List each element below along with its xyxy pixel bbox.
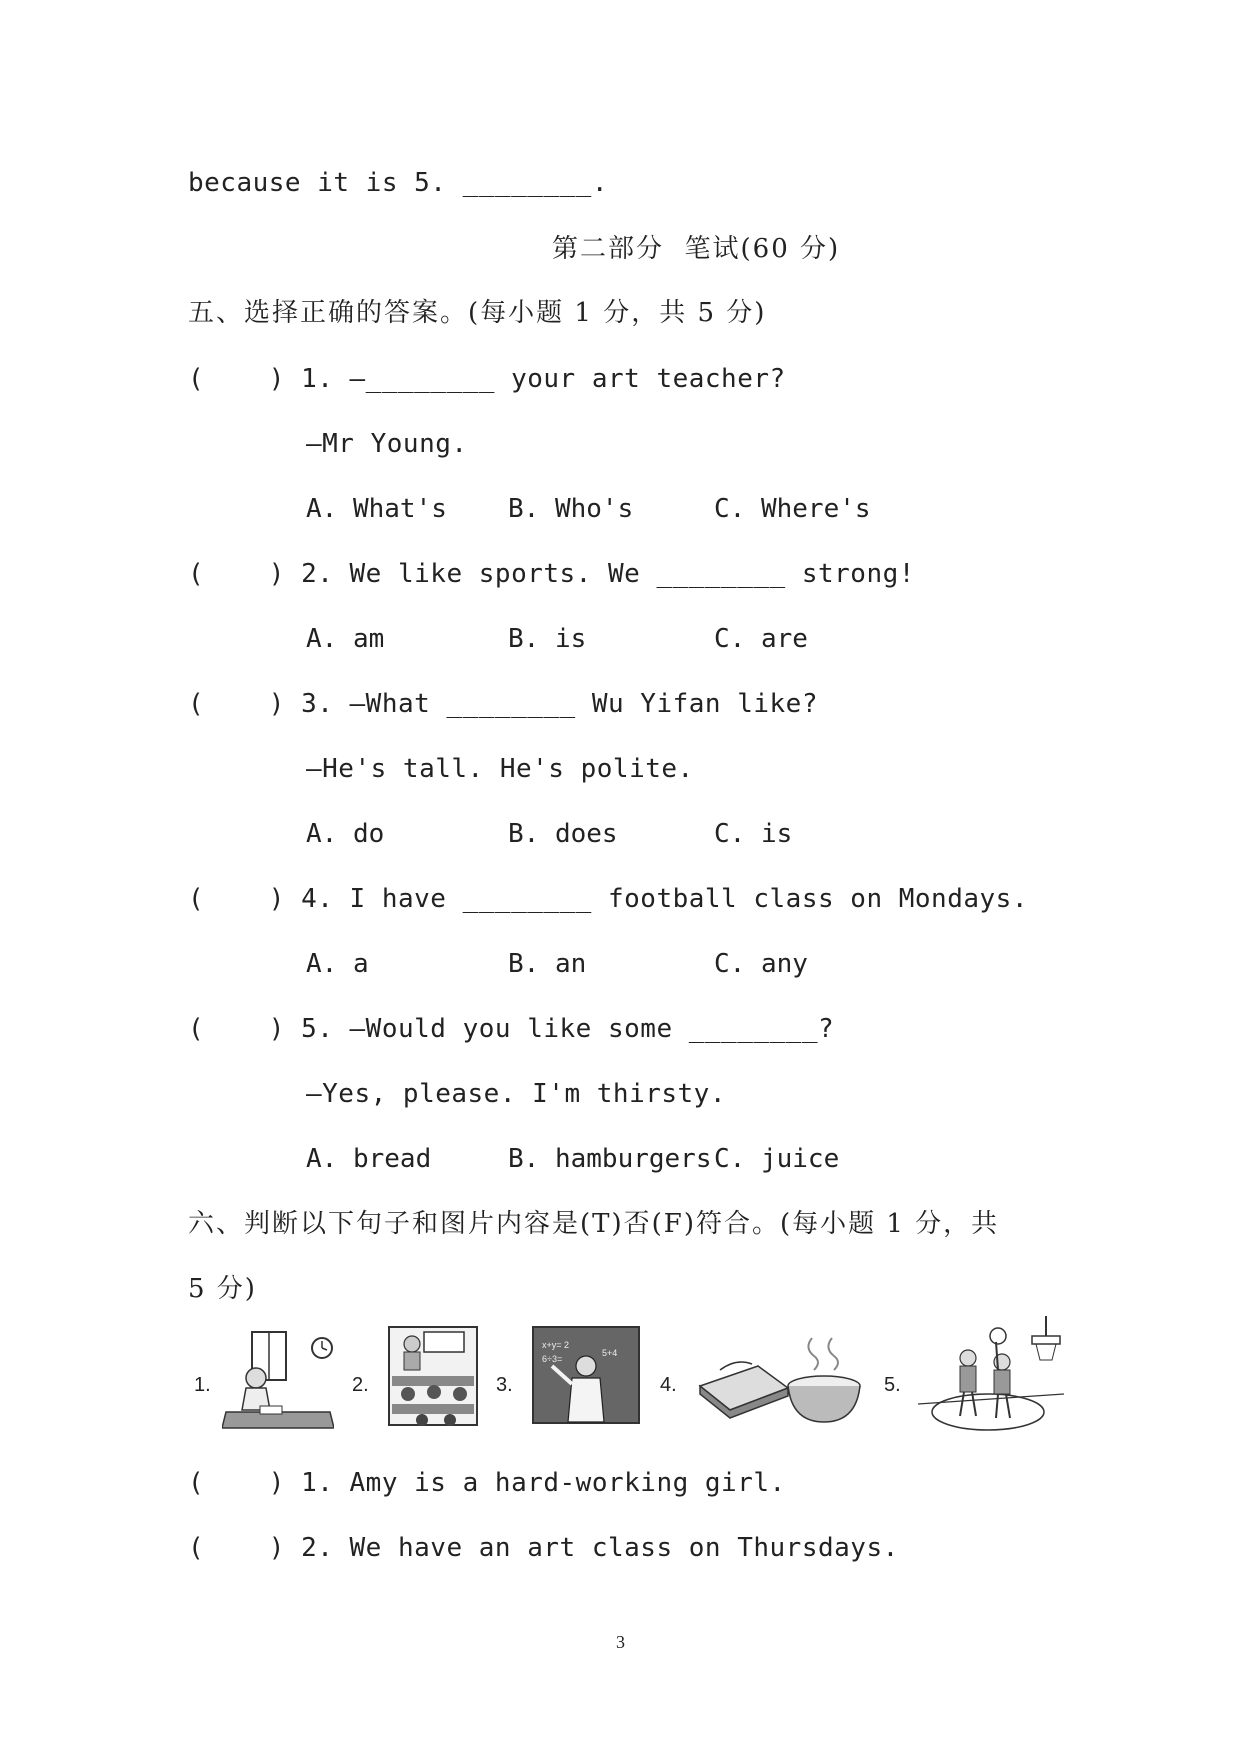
classroom-picture	[388, 1326, 478, 1426]
sandwich-and-soup-picture	[696, 1330, 862, 1428]
q2-option-a: A. am	[306, 624, 385, 654]
picture-number-4: 4.	[660, 1374, 677, 1396]
q4-option-c: C. any	[714, 949, 808, 979]
teacher-at-blackboard-picture	[532, 1326, 640, 1428]
q5-option-b: B. hamburgers	[508, 1144, 712, 1174]
section6-item-1: ( ) 1. Amy is a hard-working girl.	[188, 1468, 786, 1498]
q1-option-c: C. Where's	[714, 494, 871, 524]
section5-heading: 五、选择正确的答案。(每小题 1 分，共 5 分)	[188, 298, 767, 328]
svg-text:x+y= 2: x+y= 2	[542, 1340, 570, 1350]
q5-stem: ( ) 5. —Would you like some ________?	[188, 1014, 835, 1044]
section6-item-2: ( ) 2. We have an art class on Thursdays.	[188, 1533, 899, 1563]
section6-heading-line2: 5 分)	[188, 1274, 257, 1304]
q1-option-b: B. Who's	[508, 494, 634, 524]
q5-option-c: C. juice	[714, 1144, 840, 1174]
picture-number-5: 5.	[884, 1374, 901, 1396]
top-line: because it is 5. ________.	[188, 168, 608, 198]
picture-number-2: 2.	[352, 1374, 369, 1396]
q4-option-a: A. a	[306, 949, 369, 979]
q1-reply: —Mr Young.	[306, 429, 468, 459]
q3-reply: —He's tall. He's polite.	[306, 754, 694, 784]
q3-option-c: C. is	[714, 819, 793, 849]
q4-option-b: B. an	[508, 949, 587, 979]
svg-text:5+4: 5+4	[602, 1348, 618, 1358]
section6-heading-line1: 六、判断以下句子和图片内容是(T)否(F)符合。(每小题 1 分，共	[188, 1209, 1000, 1239]
basketball-players-picture	[918, 1316, 1064, 1434]
q3-stem: ( ) 3. —What ________ Wu Yifan like?	[188, 689, 818, 719]
picture-number-1: 1.	[194, 1374, 211, 1396]
q4-stem: ( ) 4. I have ________ football class on Mondays.	[188, 884, 1028, 914]
q2-option-c: C. are	[714, 624, 808, 654]
q5-option-a: A. bread	[306, 1144, 432, 1174]
q3-option-b: B. does	[508, 819, 618, 849]
picture-number-3: 3.	[496, 1374, 513, 1396]
girl-studying-picture	[222, 1328, 334, 1430]
q1-stem: ( ) 1. —________ your art teacher?	[188, 364, 786, 394]
q2-option-b: B. is	[508, 624, 587, 654]
q2-stem: ( ) 2. We like sports. We ________ strong!	[188, 559, 915, 589]
page-number: 3	[616, 1632, 625, 1652]
q3-option-a: A. do	[306, 819, 385, 849]
q1-option-a: A. What's	[306, 494, 447, 524]
svg-text:6÷3=: 6÷3=	[542, 1354, 563, 1364]
q5-reply: —Yes, please. I'm thirsty.	[306, 1079, 726, 1109]
part-title: 第二部分 笔试(60 分)	[552, 234, 841, 264]
